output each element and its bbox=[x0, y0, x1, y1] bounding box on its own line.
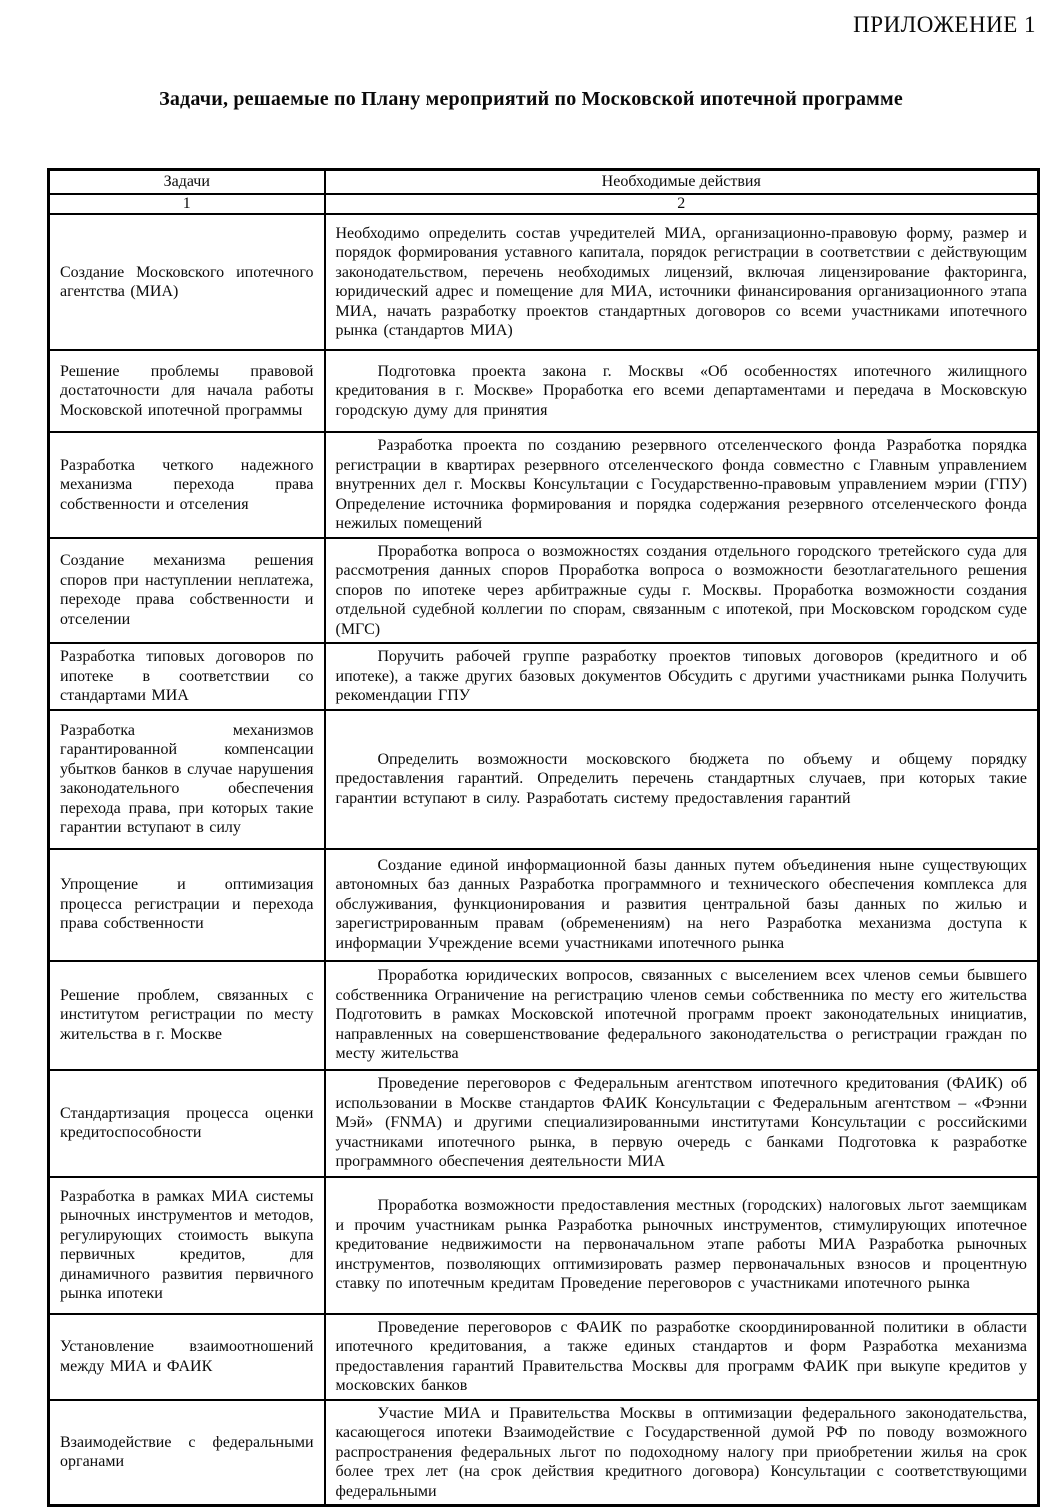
column-number-1: 1 bbox=[49, 194, 325, 214]
action-cell: Создание единой информационной базы данных путем объединения ныне существующих автономных баз данных Разработка программного и технического обеспечения комплекса для обслуживания, функционирования и развития центральной базы данных по жилью и зарегистрированным правам (обременениям) на него Разработка механизма доступа к информации Учреждение всеми участниками ипотечного рынка bbox=[325, 849, 1039, 961]
action-cell: Проведение переговоров с ФАИК по разработке скоординированной политики в области ипотечного кредитования, а также единых стандартов и форм Разработка механизма предоставления гарантий Правительства Москвы для программ ФАИК при выкупе кредитов у московских банков bbox=[325, 1314, 1039, 1400]
task-cell: Взаимодействие с федеральными органами bbox=[49, 1400, 325, 1506]
task-cell: Разработка типовых договоров по ипотеке в соответствии со стандартами МИА bbox=[49, 643, 325, 710]
table-row bbox=[49, 1400, 1039, 1506]
table-row bbox=[49, 538, 1039, 644]
tasks-column-header: Задачи bbox=[49, 170, 325, 195]
header-row bbox=[49, 170, 1039, 195]
action-cell: Участие МИА и Правительства Москвы в оптимизации федерального законодательства, касающегося ипотеки Взаимодействие с Государственной думой РФ по поводу возможного распространения федеральных льгот по подоходному налогу при приобретении жилья на срок более трех лет (на срок действия кредитного договора) Консультации с соответствующими федеральными bbox=[325, 1400, 1039, 1506]
action-cell: Проработка возможности предоставления местных (городских) налоговых льгот заемщикам и прочим участникам рынка Разработка рыночных инструментов, стимулирующих ипотечное кредитование недвижимости на первоначальном этапе работы МИА Разработка рыночных инструментов, позволяющих оптимизировать размер первоначальных взносов и процентную ставку по ипотечным кредитам Проведение переговоров с участниками ипотечного рынка bbox=[325, 1177, 1039, 1314]
table-row bbox=[49, 1177, 1039, 1314]
task-cell: Создание Московского ипотечного агентства (МИА) bbox=[49, 214, 325, 350]
action-cell: Поручить рабочей группе разработку проектов типовых договоров (кредитного и об ипотеке), а также других базовых документов Обсудить с другими участниками рынка Получить рекомендации ГПУ bbox=[325, 643, 1039, 710]
action-cell: Проработка юридических вопросов, связанных с выселением всех членов семьи бывшего собственника Ограничение на регистрацию членов семьи собственника по месту его жительства Подготовить в рамках Московской ипотечной программ проект законодательных инициатив, направленных на совершенствование федерального законодательства о регистрации граждан по месту жительства bbox=[325, 961, 1039, 1070]
table-row bbox=[49, 1314, 1039, 1400]
task-cell: Решение проблемы правовой достаточности для начала работы Московской ипотечной программы bbox=[49, 350, 325, 432]
table-row bbox=[49, 350, 1039, 432]
action-cell: Определить возможности московского бюджета по объему и общему порядку предоставления гарантий. Определить перечень стандартных случаев, при которых такие гарантии вступают в силу. Разработать систему предоставления гарантий bbox=[325, 710, 1039, 849]
task-cell: Разработка механизмов гарантированной компенсации убытков банков в случае нарушения законодательного обеспечения перехода права, при которых такие гарантии вступают в силу bbox=[49, 710, 325, 849]
actions-column-header: Необходимые действия bbox=[325, 170, 1039, 195]
task-cell: Решение проблем, связанных с институтом регистрации по месту жительства в г. Москве bbox=[49, 961, 325, 1070]
action-cell: Необходимо определить состав учредителей МИА, организационно-правовую форму, размер и порядок формирования уставного капитала, порядок регистрации в соответствии с действующим законодательством, перечень необходимых лицензий, включая лицензирование факторинга, юридический адрес и помещение для МИА, источники финансирования организационного этапа МИА, начать разработку проектов стандартных договоров со всеми участниками ипотечного рынка (стандартов МИА) bbox=[325, 214, 1039, 350]
tasks-table bbox=[47, 168, 1040, 1507]
appendix-label: ПРИЛОЖЕНИЕ 1 bbox=[853, 12, 1036, 37]
action-cell: Разработка проекта по созданию резервного отселенческого фонда Разработка порядка регистрации в квартирах резервного отселенческого фонда совместно с Главным управлением внутренних дел г. Москвы Консультации с Государственно-правовым управлением мэрии (ГПУ) Определение источника формирования и порядка содержания резервного отселенческого фонда нежилых помещений bbox=[325, 432, 1039, 538]
column-number-row bbox=[49, 194, 1039, 214]
table-row bbox=[49, 961, 1039, 1070]
table-row bbox=[49, 849, 1039, 961]
task-cell: Установление взаимоотношений между МИА и ФАИК bbox=[49, 1314, 325, 1400]
table-row bbox=[49, 214, 1039, 350]
action-cell: Подготовка проекта закона г. Москвы «Об особенностях ипотечного жилищного кредитования в г. Москве» Проработка его всеми департаментами и передача в Московскую городскую думу для принятия bbox=[325, 350, 1039, 432]
task-cell: Создание механизма решения споров при наступлении неплатежа, переходе права собственности и отселении bbox=[49, 538, 325, 644]
table-row bbox=[49, 643, 1039, 710]
task-cell: Стандартизация процесса оценки кредитоспособности bbox=[49, 1070, 325, 1177]
table-row bbox=[49, 1070, 1039, 1177]
table-row bbox=[49, 432, 1039, 538]
action-cell: Проработка вопроса о возможностях создания отдельного городского третейского суда для рассмотрения данных споров Проработка вопроса о возможности безотлагательного решения споров по ипотеке через арбитражные суды г. Москвы. Проработка возможности создания отдельной судебной коллегии по спорам, связанным с ипотекой, при Московском городском суде (МГС) bbox=[325, 538, 1039, 644]
column-number-2: 2 bbox=[325, 194, 1039, 214]
page-title: Задачи, решаемые по Плану мероприятий по Московской ипотечной программе bbox=[159, 88, 903, 110]
table-row bbox=[49, 710, 1039, 849]
table-header bbox=[49, 170, 1039, 215]
task-cell: Разработка четкого надежного механизма перехода права собственности и отселения bbox=[49, 432, 325, 538]
task-cell: Упрощение и оптимизация процесса регистрации и перехода права собственности bbox=[49, 849, 325, 961]
task-cell: Разработка в рамках МИА системы рыночных инструментов и методов, регулирующих стоимость выкупа первичных кредитов, для динамичного развития первичного рынка ипотеки bbox=[49, 1177, 325, 1314]
action-cell: Проведение переговоров с Федеральным агентством ипотечного кредитования (ФАИК) об использовании в Москве стандартов ФАИК Консультации с Федеральным агентством – «Фэнни Мэй» (FNMA) и другими специализированными институтами Консультации с российскими участниками ипотечного рынка, в первую очередь с банками Подготовка к разработке программного обеспечения деятельности МИА bbox=[325, 1070, 1039, 1177]
